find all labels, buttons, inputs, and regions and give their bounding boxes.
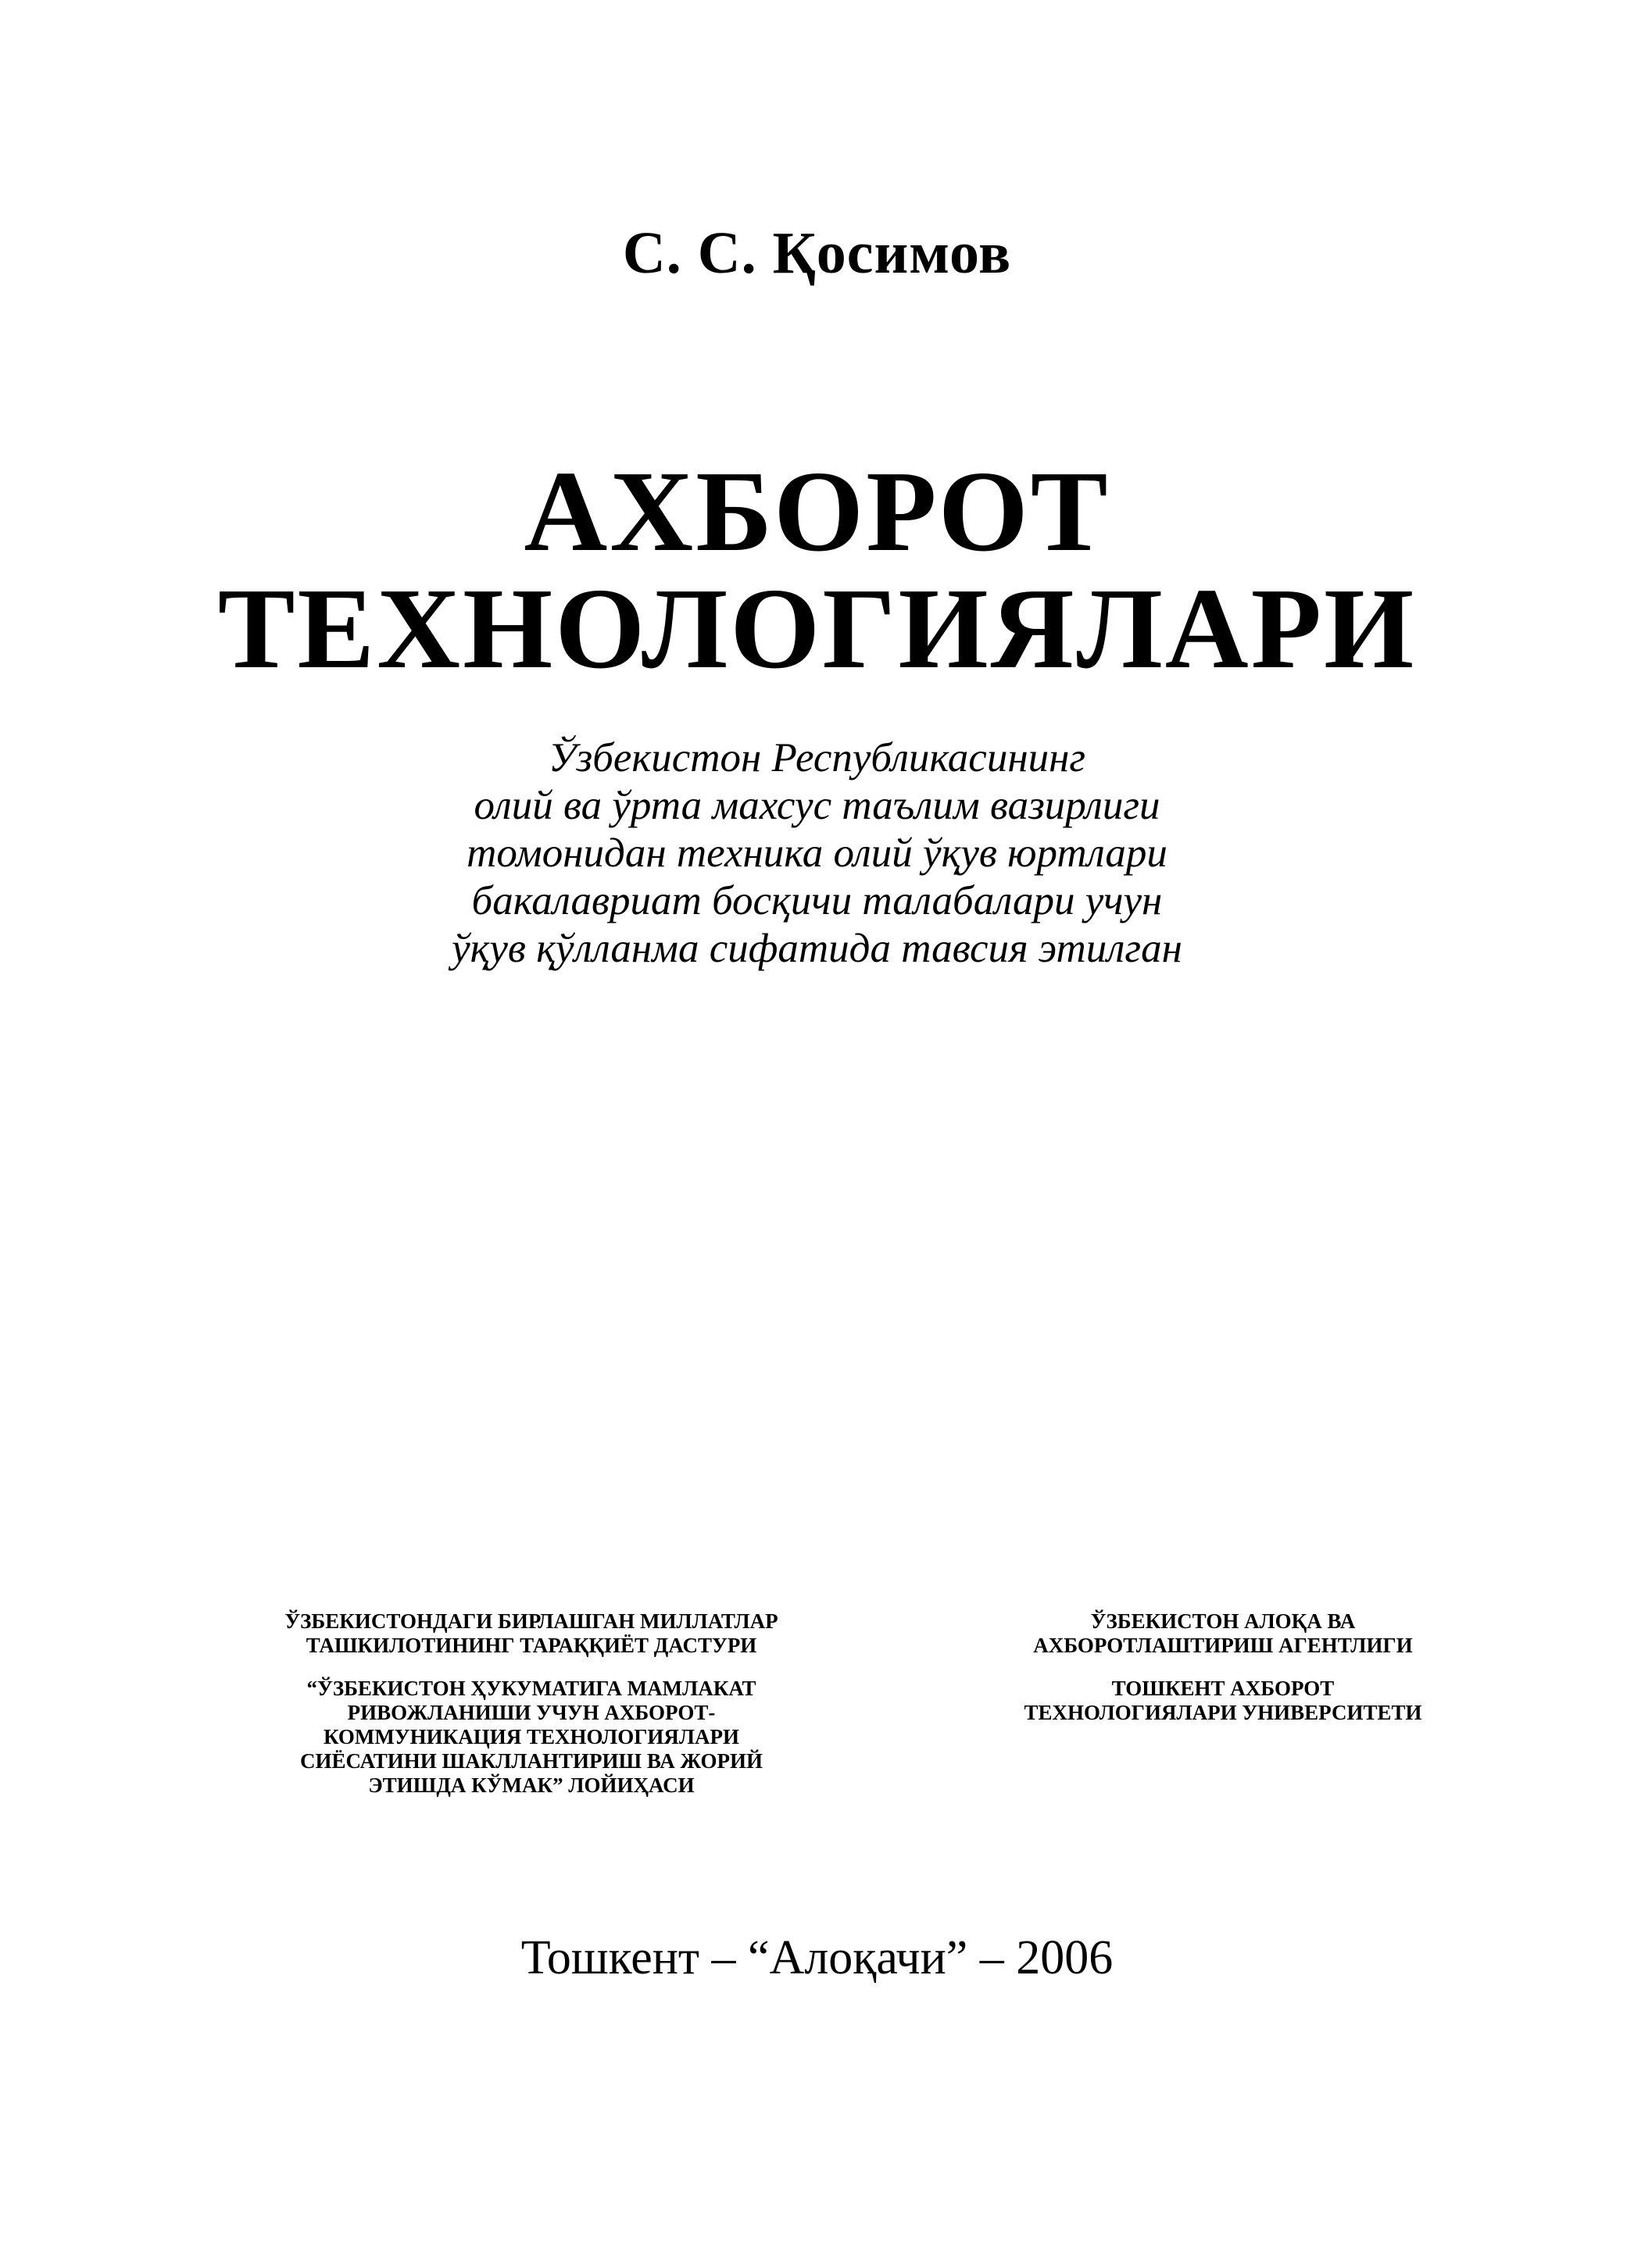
book-title: [0, 448, 1634, 693]
approval-line: Ўзбекистон Республикасининг: [548, 735, 1086, 780]
approval-line: томонидан техника олий ўқув юртлари: [467, 830, 1167, 876]
agency-line: АХБОРОТЛАШТИРИШ АГЕНТЛИГИ: [1033, 1634, 1413, 1657]
project-line: РИВОЖЛАНИШИ УЧУН АХБОРОТ-: [347, 1701, 716, 1724]
university-block: [973, 1677, 1473, 1725]
approval-line: бакалавриат босқичи талабалари учун: [471, 878, 1163, 923]
approval-statement: [0, 734, 1634, 973]
agency-line: ЎЗБЕКИСТОН АЛОҚА ВА: [1090, 1609, 1356, 1633]
approval-line: олий ва ўрта махсус таълим вазирлиги: [474, 783, 1160, 828]
sponsor-column-right: [973, 1609, 1473, 1744]
undp-block: [234, 1609, 828, 1658]
undp-line: ЎЗБЕКИСТОНДАГИ БИРЛАШГАН МИЛЛАТЛАР: [284, 1609, 778, 1633]
agency-block: [973, 1609, 1473, 1658]
university-line: ТОШКЕНТ АХБОРОТ: [1111, 1677, 1335, 1700]
book-title-line: АХБОРОТ: [524, 448, 1110, 576]
project-line: “ЎЗБЕКИСТОН ҲУКУМАТИГА МАМЛАКАТ: [306, 1677, 756, 1700]
book-title-line: ТЕХНОЛОГИЯЛАРИ: [217, 565, 1417, 693]
author-name: С. С. Қосимов: [622, 220, 1012, 286]
approval-line: ўқув қўлланма сифатида тавсия этилган: [452, 926, 1182, 971]
project-block: [234, 1677, 828, 1798]
project-line: СИЁСАТИНИ ШАКЛЛАНТИРИШ ВА ЖОРИЙ: [300, 1749, 763, 1773]
project-line: ЭТИШДА КЎМАК” ЛОЙИҲАСИ: [368, 1773, 695, 1797]
sponsor-column-left: [234, 1609, 828, 1816]
project-line: КОММУНИКАЦИЯ ТЕХНОЛОГИЯЛАРИ: [323, 1725, 740, 1748]
undp-line: ТАШКИЛОТИНИНГ ТАРАҚҚИЁТ ДАСТУРИ: [306, 1634, 757, 1657]
publisher-imprint: Тошкент – “Алоқачи” – 2006: [520, 1931, 1114, 1984]
university-line: ТЕХНОЛОГИЯЛАРИ УНИВЕРСИТЕТИ: [1024, 1701, 1422, 1724]
